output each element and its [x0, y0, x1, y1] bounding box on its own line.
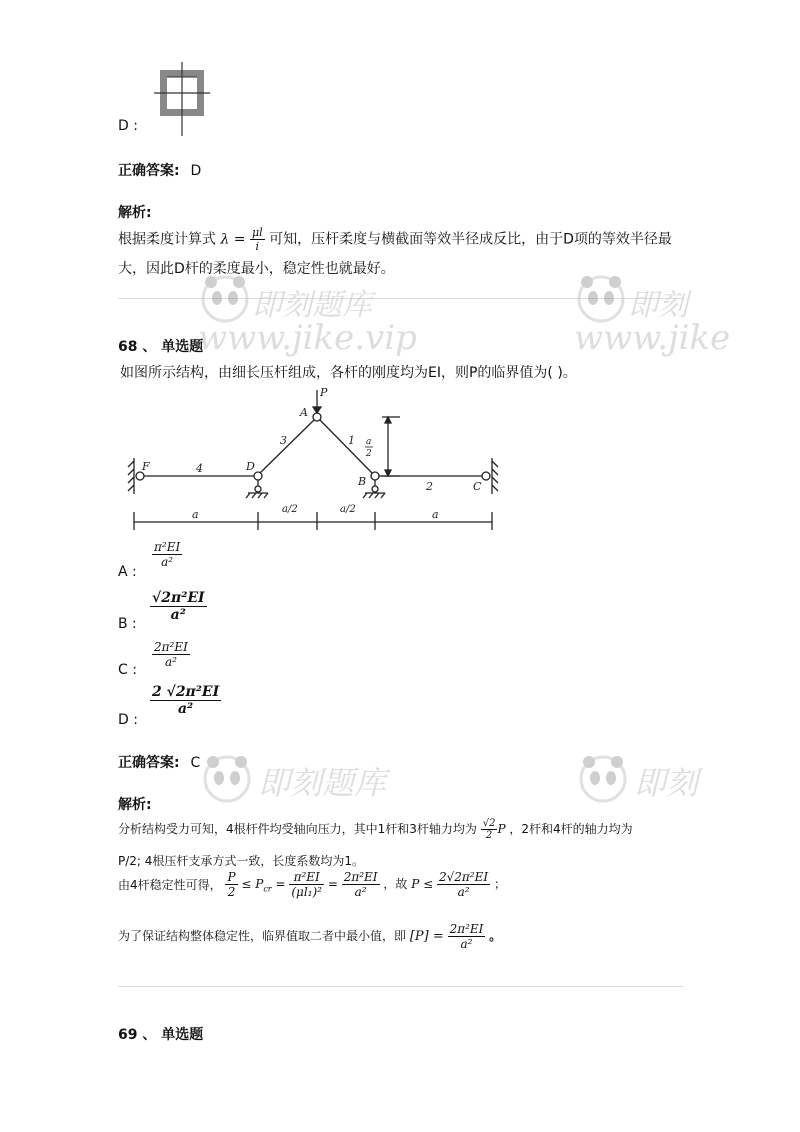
fig-node-D: D	[246, 460, 255, 473]
fig-member-4: 4	[196, 462, 203, 475]
fig-member-2: 2	[426, 480, 433, 493]
prev-analysis-line2: 大，因此D杆的柔度最小，稳定性也就最好。	[118, 261, 395, 277]
q69-number: 69 、 单选题	[118, 1027, 204, 1043]
divider	[118, 986, 684, 987]
fig-height-den: 2	[366, 449, 372, 459]
q68-option-b-formula: $\frac{\text{√2π²EI}}{\text{a²}}$	[152, 590, 205, 623]
panda-watermark-icon	[198, 272, 252, 326]
q68-option-d-formula: $\frac{\text{2 √2π²EI}}{\text{a²}}$	[152, 684, 220, 717]
prev-answer-value: D	[190, 163, 202, 179]
watermark-brand-lower: 即刻题库	[258, 764, 387, 802]
q68-analysis-line4: 为了保证结构整体稳定性，临界值取二者中最小值，即 [P] = $\frac{\text{2π²EI}}{\text{a²}}$ 。	[118, 922, 502, 951]
q68-option-b-label[interactable]: B :	[118, 616, 137, 632]
panda-watermark-icon	[576, 752, 630, 806]
q68-option-d-label[interactable]: D :	[118, 712, 138, 728]
watermark-brand-lower-right: 即刻	[634, 764, 699, 802]
q68-analysis-line1: 分析结构受力可知，4根杆件均受轴向压力，其中1杆和3杆轴力均为 $\frac{√2}{2}$ P ，2杆和4杆的轴力均为	[118, 818, 633, 841]
panda-watermark-icon	[574, 272, 628, 326]
fig-node-C: C	[473, 480, 482, 493]
q68-number: 68 、 单选题	[118, 339, 204, 355]
q68-option-a-formula: $\frac{\text{π²EI}}{\text{a²}}$	[154, 540, 181, 569]
q68-analysis-line3: 由4杆稳定性可得， $\frac{P}{2}$ ≤ $P_{cr}$ = $\frac{\text{π²EI}}{\text{(μl₁)²}}$ = $\frac{\text{2π²EI}}{\text{a²}}$ ，故 P ≤ $\frac{\text{2√2π²EI}}{\text{a²}}$ ；	[118, 870, 506, 899]
fig-node-B: B	[358, 475, 367, 488]
watermark-brand-right: 即刻	[628, 288, 688, 323]
q68-answer-value: C	[190, 755, 201, 771]
q68-option-c-formula: $\frac{\text{2π²EI}}{\text{a²}}$	[154, 640, 188, 669]
prev-answer-label: 正确答案: D	[118, 163, 202, 179]
fig-member-1: 1	[348, 434, 355, 447]
q68-option-a-label[interactable]: A :	[118, 564, 137, 580]
q68-analysis-label: 解析:	[118, 797, 152, 813]
fig-load-P: P	[320, 386, 328, 399]
option-d-section-figure	[150, 62, 212, 136]
panda-watermark-icon	[200, 752, 254, 806]
option-d-label: D :	[118, 118, 138, 134]
q68-analysis-line2: P/2; 4根压杆支承方式一致，长度系数均为1。	[118, 854, 365, 868]
fig-dim-half-2: a/2	[340, 504, 356, 515]
prev-analysis-line1: 根据柔度计算式 λ = $\frac{\mu l}{i}$ 可知，压杆柔度与横截面等效半径成反比，由于D项的等效半径最	[118, 226, 672, 253]
fig-dim-a-right: a	[432, 508, 439, 521]
q68-answer-label: 正确答案: C	[118, 755, 201, 771]
q68-stem: 如图所示结构，由细长压杆组成，各杆的刚度均为EI，则P的临界值为( )。	[120, 365, 577, 381]
prev-analysis-label: 解析:	[118, 205, 152, 221]
watermark-url-right: www.jike	[574, 318, 731, 358]
fig-height-num: a	[366, 437, 372, 447]
fig-node-A: A	[300, 406, 308, 419]
watermark-url: www.jike.vip	[198, 318, 417, 358]
q68-option-c-label[interactable]: C :	[118, 662, 137, 678]
q68-structure-figure	[120, 386, 510, 536]
fig-member-3: 3	[280, 434, 287, 447]
fig-node-F: F	[142, 460, 150, 473]
fig-dim-a-left: a	[192, 508, 199, 521]
fig-dim-half-1: a/2	[282, 504, 298, 515]
watermark-brand: 即刻题库	[252, 288, 372, 323]
